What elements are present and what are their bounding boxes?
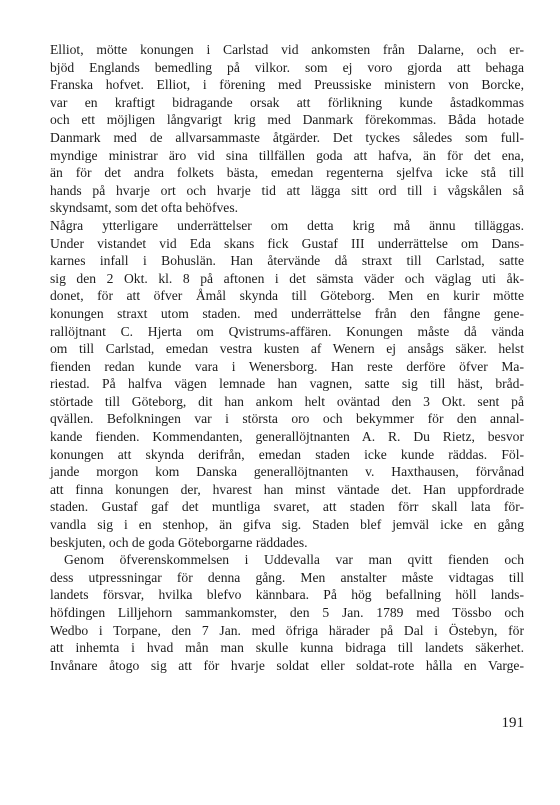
text-line: att finna konungen der, hvarest han minst väntade det. Han uppfordrade (50, 481, 524, 497)
text-line: Genom öfverenskommelsen i Uddevalla var man qvitt fienden och (64, 552, 524, 568)
text-line: än för det andra folkets bästa, emedan regenterna sjelfva icke stå till (50, 165, 524, 181)
text-line: att inhemta i hvad mån man skulle kunna bidraga till landets säkerhet. (50, 640, 524, 656)
text-line: donet, för att öfver Åmål skynda till Göteborg. Men en kurir mötte (50, 288, 524, 304)
text-line: skyndsamt, som det ofta behöfves. (50, 200, 239, 216)
text-line: om till Carlstad, emedan vestra kusten af Wenern ej ansågs säker. helst (50, 341, 524, 357)
text-line: Elliot, mötte konungen i Carlstad vid ankomsten från Dalarne, och er- (50, 42, 524, 57)
text-line: vandla sig i en stenhop, än gifva sig. Staden blef jemväl icke en gång (50, 517, 524, 533)
text-line: riestad. På halfva vägen lemnade han vagnen, satte sig till häst, bråd- (50, 376, 524, 392)
text-line: konungen att skynda derifrån, emedan staden icke kunde räddas. Föl- (50, 446, 524, 462)
text-line: Invånare åtogo sig att för hvarje soldat eller soldat-rote hålla en Varge- (50, 657, 524, 673)
text-line: Franska hofvet. Elliot, i förening med Preussiske ministern von Borcke, (50, 77, 524, 93)
text-line: Några ytterligare underrättelser om detta krig må ännu tilläggas. (50, 217, 524, 233)
text-line: hands på hvarje ort och hvarje tid att lägga sitt ord till i vågskålen så (50, 182, 524, 198)
text-line: kande fienden. Kommendanten, generallöjtnanten A. R. Du Rietz, besvor (50, 429, 524, 445)
page-number: 191 (501, 715, 524, 731)
text-line: Under vistandet vid Eda skans fick Gustaf III underrättelse om Dans- (50, 235, 524, 251)
text-line: störtade till Göteborg, dit han ankom helt oväntad den 3 Okt. sent på (50, 393, 524, 409)
text-line: beskjuten, och de goda Göteborgarne räddades. (50, 534, 308, 550)
text-line: sig den 2 Okt. kl. 8 på aftonen i det sämsta väder och väglag uti åk- (50, 270, 524, 286)
text-line: rallöjtnant C. Hjerta om Qvistrums-affären. Konungen måste då vända (50, 323, 524, 339)
text-line: Wedbo i Torpane, den 7 Jan. med öfriga härader på Dal i Östebyn, för (50, 622, 524, 638)
text-line: karnes infall i Bohuslän. Han återvände då straxt till Carlstad, satte (50, 253, 524, 269)
text-line: och ett möjligen långvarigt krig med Danmark förekommas. Båda hotade (50, 112, 524, 128)
text-line: bjöd Englands bemedling på vilkor. som ej voro gjorda att behaga (50, 59, 524, 75)
text-line: dess utpressningar för denna gång. Men anstalter måste vidtagas till (50, 569, 524, 585)
text-line: höfdingen Lilljehorn sammankomster, den 5 Jan. 1789 med Tössbo och (50, 605, 524, 620)
text-line: fienden redan kunde vara i Wenersborg. Han reste derföre öfver Ma- (50, 358, 524, 374)
text-line: myndige ministrar äro vid sina tillfällen goda att hafva, än för det ena, (50, 147, 524, 163)
text-line: qvällen. Befolkningen var i största oro och bekymmer för den annal- (50, 411, 524, 427)
text-line: jande morgon kom Danska generallöjtnanten v. Haxthausen, förvånad (50, 464, 524, 480)
text-line: konungen straxt utom staden. med underrättelse från den fångne gene- (50, 305, 524, 321)
text-line: staden. Gustaf gaf det muntliga svaret, att staden förr skall lata för- (50, 499, 524, 515)
text-line: var en kraftigt bidragande orsak att förlikning kunde åstadkommas (50, 94, 524, 110)
text-line: landets försvar, hvilka blefvo kännbara. På hög befallning höll lands- (50, 587, 524, 603)
text-line: Danmark med de allvarsammaste åtgärder. Det tyckes således som full- (50, 129, 524, 145)
body-text (50, 41, 524, 674)
